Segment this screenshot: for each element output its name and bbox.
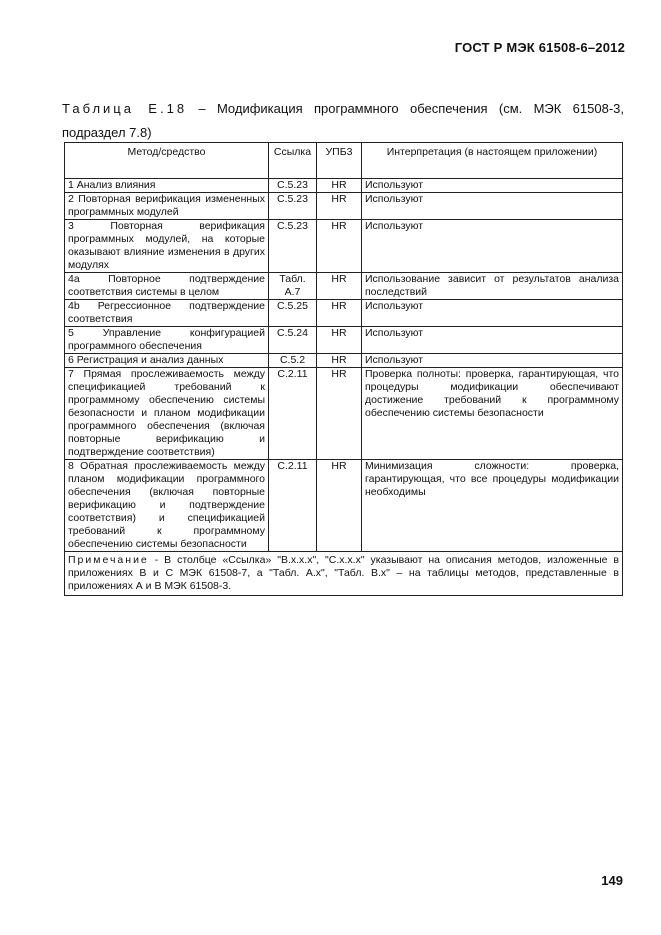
cell-ref: С.5.25 [269, 300, 317, 327]
table-caption-label: Таблица Е.18 [62, 101, 188, 116]
cell-ref: С.5.24 [269, 327, 317, 354]
header-method: Метод/средство [65, 143, 269, 179]
table-note [65, 552, 623, 596]
table-row [65, 300, 623, 327]
cell-upbz: HR [317, 354, 362, 368]
table-row [65, 327, 623, 354]
cell-method: 2 Повторная верификация измененных программных модулей [65, 193, 269, 220]
cell-ref: С.5.23 [269, 220, 317, 273]
cell-method: 4b Регрессионное подтверждение соответствия [65, 300, 269, 327]
cell-upbz: HR [317, 327, 362, 354]
table-row [65, 354, 623, 368]
cell-method: 6 Регистрация и анализ данных [65, 354, 269, 368]
table-row [65, 273, 623, 300]
cell-ref: С.5.23 [269, 193, 317, 220]
cell-method: 3 Повторная верификация программных модулей, на которые оказывают влияние изменения в других модулях [65, 220, 269, 273]
table-caption [62, 97, 624, 145]
cell-method: 4а Повторное подтверждение соответствия системы в целом [65, 273, 269, 300]
table-header-row [65, 143, 623, 179]
header-ref: Ссылка [269, 143, 317, 179]
cell-upbz: HR [317, 179, 362, 193]
table-row [65, 193, 623, 220]
cell-interpretation: Используют [362, 193, 623, 220]
cell-method: 5 Управление конфигурацией программного обеспечения [65, 327, 269, 354]
cell-upbz: HR [317, 300, 362, 327]
cell-ref: С.5.2 [269, 354, 317, 368]
cell-interpretation: Используют [362, 327, 623, 354]
cell-interpretation: Используют [362, 300, 623, 327]
cell-ref: Табл. А.7 [269, 273, 317, 300]
cell-upbz: HR [317, 193, 362, 220]
cell-interpretation: Проверка полноты: проверка, гарантирующая, что процедуры модификации обеспечивают достижение требований к программному обеспечению системы безопасности [362, 368, 623, 460]
document-header: ГОСТ Р МЭК 61508-6–2012 [454, 40, 625, 55]
table-note-row [65, 552, 623, 596]
cell-interpretation: Используют [362, 354, 623, 368]
cell-upbz: HR [317, 368, 362, 460]
page-number: 149 [601, 873, 623, 888]
cell-ref: С.2.11 [269, 460, 317, 552]
cell-upbz: HR [317, 220, 362, 273]
header-upbz: УПБ3 [317, 143, 362, 179]
cell-interpretation: Используют [362, 179, 623, 193]
table-caption-text: – Модификация программного обеспечения (см. МЭК 61508-3, подраздел 7.8) [62, 101, 625, 140]
cell-upbz: HR [317, 460, 362, 552]
cell-interpretation: Используют [362, 220, 623, 273]
cell-interpretation: Минимизация сложности: проверка, гарантирующая, что все процедуры модификации необходимы [362, 460, 623, 552]
cell-interpretation: Использование зависит от результатов анализа последствий [362, 273, 623, 300]
note-text: - В столбце «Ссылка» "В.x.x.x", "С.x.x.x" указывают на описания методов, изложенные в приложениях В и С МЭК 61508-7, а "Табл. А.x", "Табл. В.x" – на таблицы методов, представленные в приложениях А и В МЭК 61508-3. [68, 554, 619, 592]
cell-ref: С.5.23 [269, 179, 317, 193]
table-row [65, 368, 623, 460]
methods-table [64, 142, 623, 596]
table-row [65, 460, 623, 552]
header-interpretation: Интерпретация (в настоящем приложении) [362, 143, 623, 179]
note-label: Примечание [68, 554, 149, 566]
table-row [65, 220, 623, 273]
cell-method: 1 Анализ влияния [65, 179, 269, 193]
cell-upbz: HR [317, 273, 362, 300]
cell-ref: С.2.11 [269, 368, 317, 460]
cell-method: 7 Прямая прослеживаемость между спецификацией требований к программному обеспечению системы безопасности и планом модификации программного обеспечения (включая повторные верификацию и подтверждение соответствия) [65, 368, 269, 460]
cell-method: 8 Обратная прослеживаемость между планом модификации программного обеспечения (включая повторные верификацию и подтверждение соответствия) и спецификацией требований к программному обеспечению системы безопасности [65, 460, 269, 552]
table-row [65, 179, 623, 193]
